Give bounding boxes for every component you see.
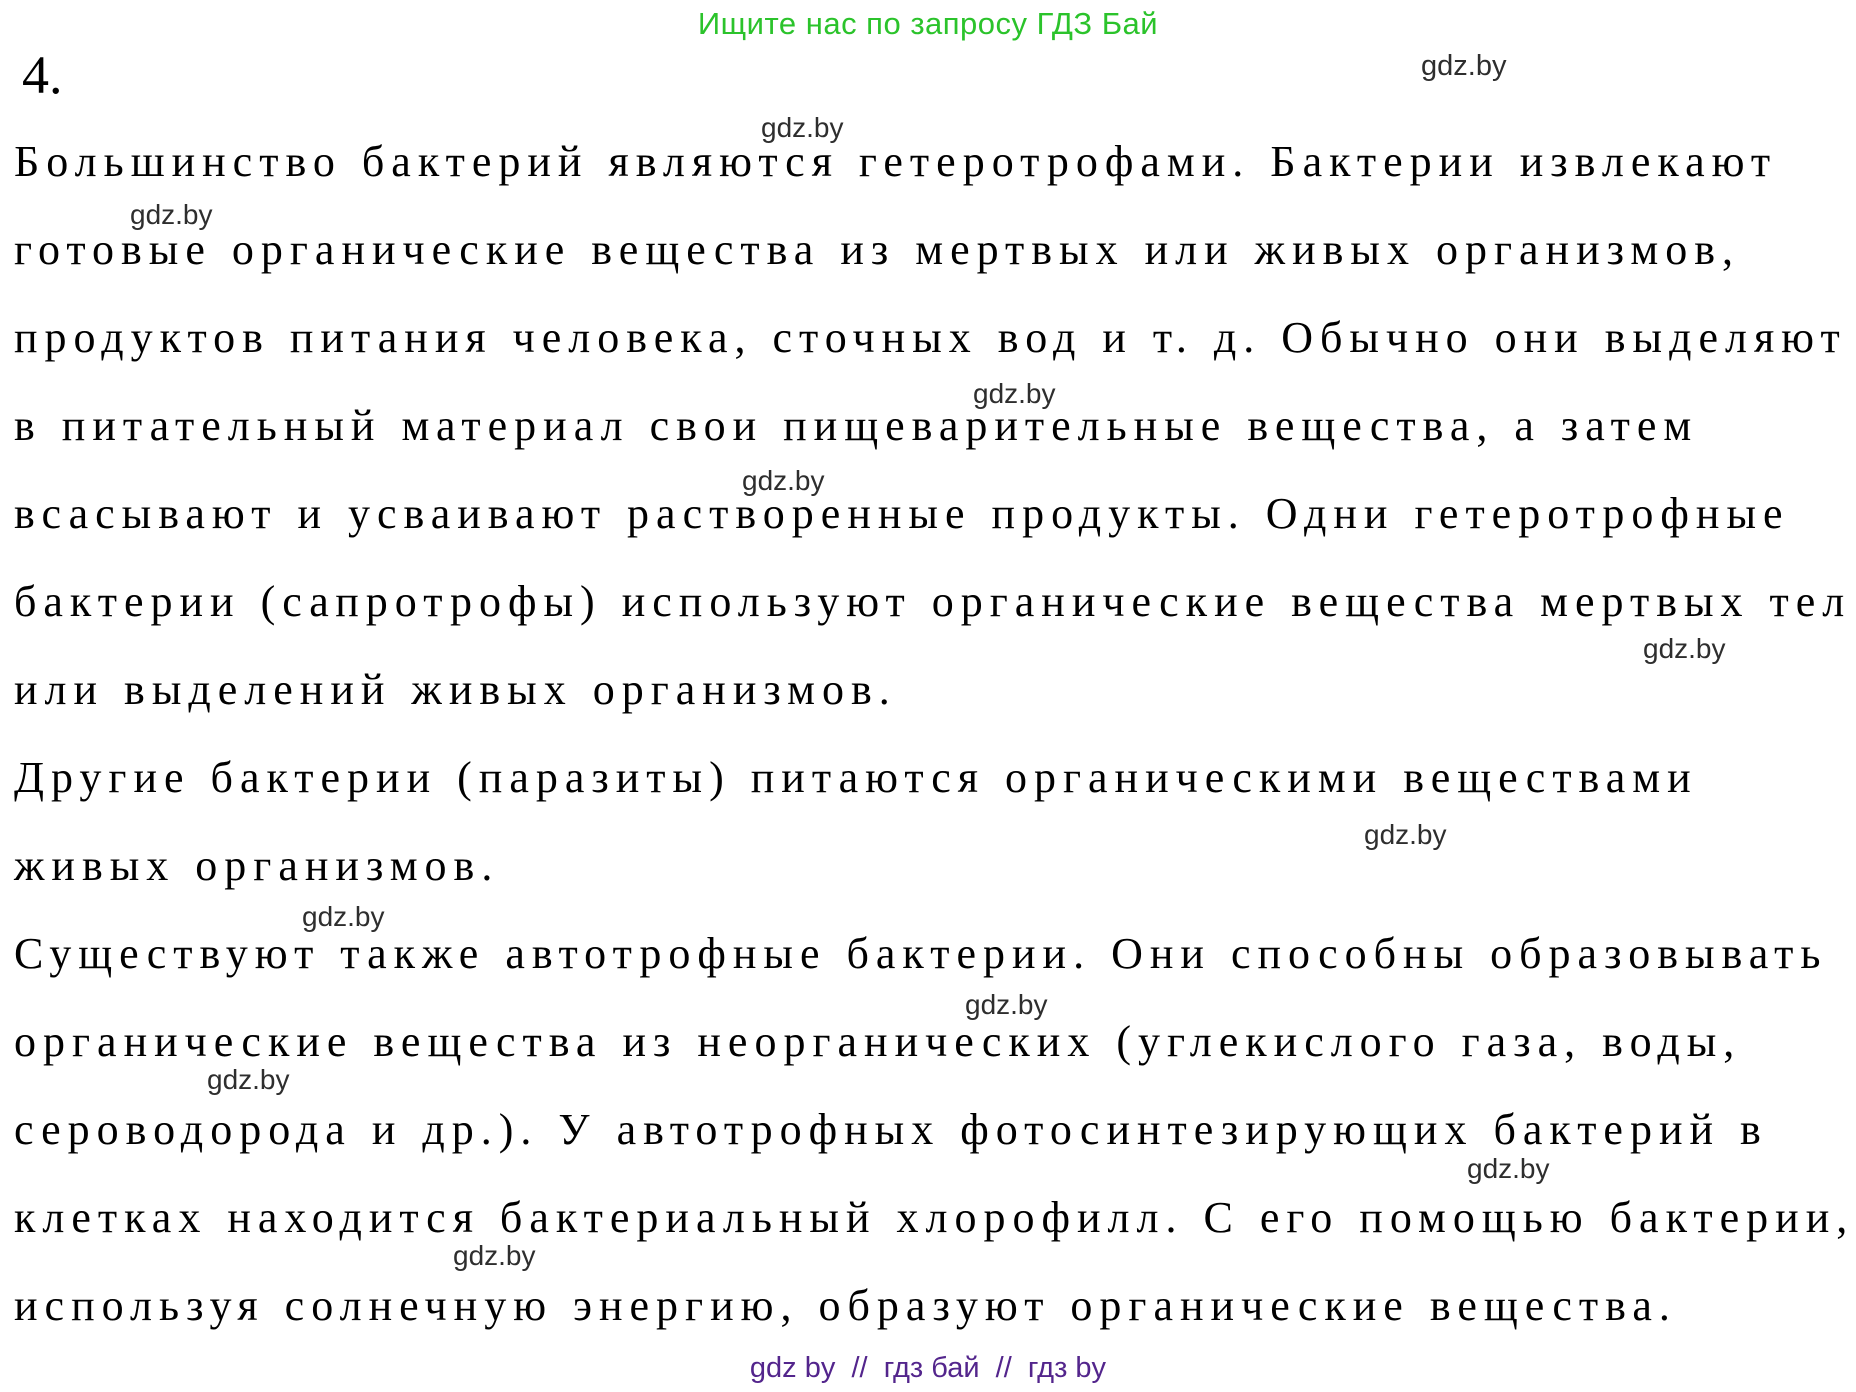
- answer-line: Существуют также автотрофные бактерии. Они способны образовывать: [14, 929, 1828, 978]
- gdz-watermark: gdz.by: [965, 989, 1048, 1020]
- answer-line: Другие бактерии (паразиты) питаются органическими веществами: [14, 753, 1698, 802]
- answer-line: или выделений живых организмов.: [14, 665, 897, 714]
- item-number: 4.: [22, 45, 63, 105]
- answer-line: всасывают и усваивают растворенные продукты. Одни гетеротрофные: [14, 489, 1790, 538]
- gdz-watermark: gdz.by: [973, 378, 1056, 409]
- answer-line: используя солнечную энергию, образуют органические вещества.: [14, 1281, 1677, 1330]
- gdz-watermark: gdz.by: [1421, 50, 1507, 82]
- answer-line: в питательный материал свои пищеварительные вещества, а затем: [14, 401, 1699, 450]
- answer-line: живых организмов.: [14, 841, 500, 890]
- answer-line: бактерии (сапротрофы) используют органические вещества мертвых тел: [14, 577, 1852, 626]
- gdz-watermark: gdz.by: [130, 199, 213, 230]
- answer-line: готовые органические вещества из мертвых или живых организмов,: [14, 225, 1740, 274]
- footer-watermark: gdz by // гдз бай // гдз by: [749, 1352, 1107, 1384]
- gdz-watermark: gdz.by: [1467, 1153, 1550, 1184]
- answer-line: Большинство бактерий являются гетеротрофами. Бактерии извлекают: [14, 137, 1778, 186]
- gdz-watermark: gdz.by: [207, 1064, 290, 1095]
- gdz-watermark: gdz.by: [1364, 819, 1447, 850]
- answer-line: клетках находится бактериальный хлорофилл. С его помощью бактерии,: [14, 1193, 1855, 1242]
- gdz-watermark: gdz.by: [742, 465, 825, 496]
- answer-line: сероводорода и др.). У автотрофных фотосинтезирующих бактерий в: [14, 1105, 1768, 1154]
- gdz-watermark: gdz.by: [1643, 633, 1726, 664]
- promo-header: Ищите нас по запросу ГДЗ Бай: [697, 6, 1159, 41]
- gdz-watermark: gdz.by: [453, 1240, 536, 1271]
- answer-text: [14, 118, 1854, 1350]
- answer-line: продуктов питания человека, сточных вод и т. д. Обычно они выделяют: [14, 313, 1847, 362]
- answer-line: органические вещества из неорганических (углекислого газа, воды,: [14, 1017, 1742, 1066]
- gdz-watermark: gdz.by: [761, 112, 844, 143]
- gdz-watermark: gdz.by: [302, 901, 385, 932]
